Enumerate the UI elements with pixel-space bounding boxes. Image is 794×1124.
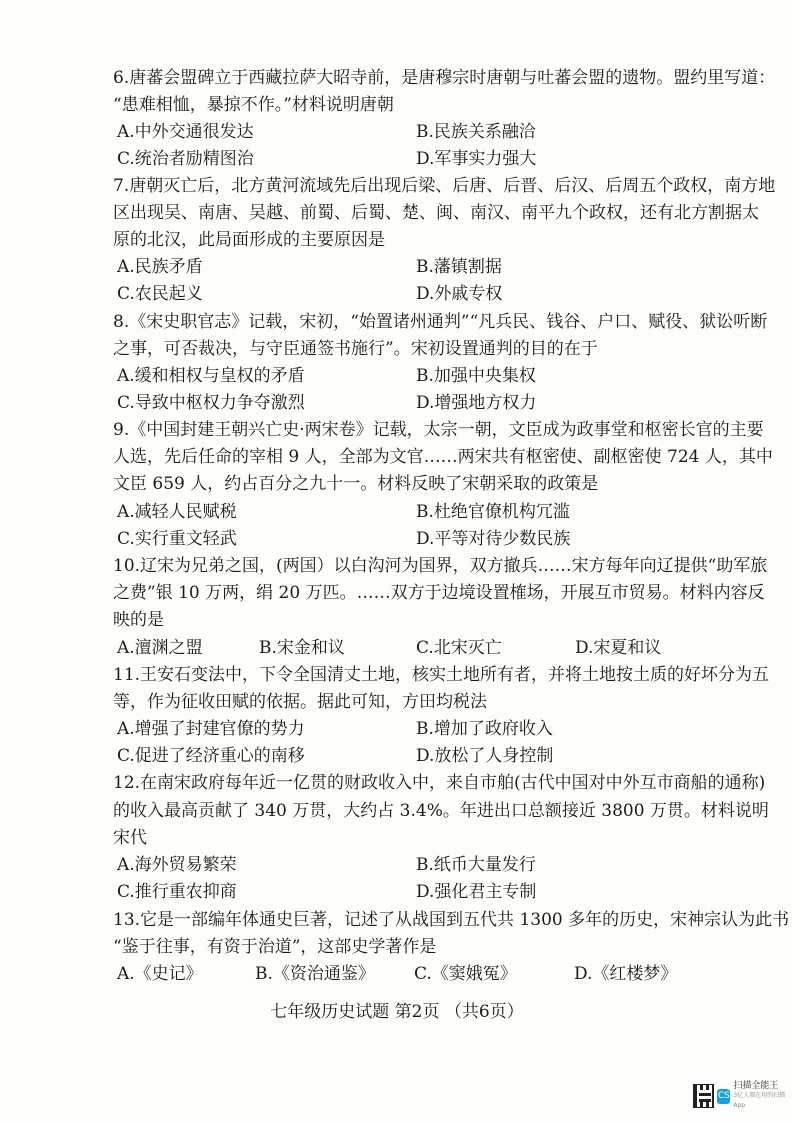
question-12-line-2: 的收入最高贡献了 340 万贯，大约占 3.4%。年进出口总额接近 3800 万贯。材料说明	[113, 801, 769, 821]
question-12-line-3: 宋代	[113, 828, 147, 848]
question-10-option-b: B.宋金和议	[259, 638, 345, 658]
question-12-option-a: A.海外贸易繁荣	[117, 855, 237, 875]
question-6-option-a: A.中外交通很发达	[117, 122, 254, 142]
question-12-option-d: D.强化君主专制	[416, 882, 537, 902]
question-11-option-a: A.增强了封建官僚的势力	[117, 719, 305, 739]
question-9-line-1: 9.《中国封建王朝兴亡史·两宋卷》记载，太宗一朝，文臣成为政事堂和枢密长官的主要	[113, 420, 764, 440]
question-8-line-2: 之事，可否裁决，与守臣通签书施行”。宋初设置通判的目的在于	[113, 339, 598, 359]
question-7-option-a: A.民族矛盾	[117, 257, 203, 277]
qr-code-icon	[693, 1084, 714, 1108]
camscanner-logo-icon: CS	[717, 1089, 730, 1104]
question-10-line-2: 之费”银 10 万两，绢 20 万匹。……双方于边境设置榷场，开展互市贸易。材料内容反	[113, 583, 765, 603]
question-11-line-1: 11.王安石变法中，下令全国清丈土地，核实土地所有者，并将土地按土质的好坏分为五	[113, 665, 770, 685]
question-9-option-a: A.减轻人民赋税	[117, 502, 237, 522]
watermark-text	[733, 1081, 789, 1111]
question-6-line-1: 6.唐蕃会盟碑立于西藏拉萨大昭寺前，是唐穆宗时唐朝与吐蕃会盟的遗物。盟约里写道：	[113, 68, 776, 88]
question-10-line-1: 10.辽宋为兄弟之国，(两国）以白沟河为国界，双方撤兵……宋方每年向辽提供“助军旅	[113, 556, 768, 576]
question-7-option-d: D.外戚专权	[416, 284, 503, 304]
question-9-line-3: 文臣 659 人，约占百分之九十一。材料反映了宋朝采取的政策是	[113, 474, 599, 494]
question-11-option-b: B.增加了政府收入	[416, 719, 553, 739]
question-9-option-c: C.实行重文轻武	[117, 529, 237, 549]
question-13-option-c: C.《窦娥冤》	[414, 964, 517, 984]
question-7-line-2: 区出现吴、南唐、吴越、前蜀、后蜀、楚、闽、南汉、南平九个政权，还有北方割据太	[113, 203, 759, 223]
question-11-line-2: 等，作为征收田赋的依据。据此可知，方田均税法	[113, 692, 487, 712]
question-6-option-b: B.民族关系融洽	[416, 122, 536, 142]
question-13-option-a: A.《史记》	[117, 964, 203, 984]
question-12-option-b: B.纸币大量发行	[416, 855, 536, 875]
question-7-option-c: C.农民起义	[117, 284, 203, 304]
question-9-line-2: 人选，先后任命的宰相 9 人，全部为文官……两宋共有枢密使、副枢密使 724 人，其中	[113, 447, 773, 467]
question-13-line-1: 13.它是一部编年体通史巨著，记述了从战国到五代共 1300 多年的历史，宋神宗认为此书	[113, 910, 790, 930]
question-9-option-d: D.平等对待少数民族	[416, 529, 571, 549]
question-8-option-a: A.缓和相权与皇权的矛盾	[117, 366, 305, 386]
question-11-option-d: D.放松了人身控制	[416, 746, 554, 766]
question-10-option-d: D.宋夏和议	[575, 638, 662, 658]
watermark-subtitle: 3亿人都在用的扫描App	[733, 1092, 786, 1109]
question-12-option-c: C.推行重农抑商	[117, 882, 237, 902]
question-12-line-1: 12.在南宋政府每年近一亿贯的财政收入中，来自市舶(古代中国对中外互市商船的通称)	[113, 773, 766, 793]
question-10-option-c: C.北宋灭亡	[416, 638, 502, 658]
question-13-option-d: D.《红楼梦》	[574, 964, 678, 984]
question-8-option-b: B.加强中央集权	[416, 366, 536, 386]
question-11-option-c: C.促进了经济重心的南移	[117, 746, 305, 766]
question-7-line-1: 7.唐朝灭亡后，北方黄河流域先后出现后梁、后唐、后晋、后汉、后周五个政权，南方地	[113, 176, 776, 196]
question-8-line-1: 8.《宋史职官志》记载，宋初，“始置诸州通判”“凡兵民、钱谷、户口、赋役、狱讼听断	[113, 312, 768, 332]
question-10-option-a: A.澶渊之盟	[117, 638, 203, 658]
scanner-watermark	[693, 1083, 789, 1109]
question-8-option-d: D.增强地方权力	[416, 393, 537, 413]
question-7-option-b: B.藩镇割据	[416, 257, 502, 277]
watermark-name: 扫描全能王	[733, 1081, 779, 1091]
question-6-line-2: “患难相恤，暴掠不作。”材料说明唐朝	[113, 95, 394, 115]
question-10-line-3: 映的是	[113, 610, 164, 630]
page-footer: 七年级历史试题 第2页 （共6页）	[270, 1002, 524, 1022]
question-8-option-c: C.导致中枢权力争夺激烈	[117, 393, 305, 413]
question-13-option-b: B.《资治通鉴》	[255, 964, 375, 984]
question-7-line-3: 原的北汉，此局面形成的主要原因是	[113, 230, 385, 250]
question-6-option-d: D.军事实力强大	[416, 149, 537, 169]
question-6-option-c: C.统治者励精图治	[117, 149, 254, 169]
question-9-option-b: B.杜绝官僚机构冗滥	[416, 502, 570, 522]
question-13-line-2: “鉴于往事，有资于治道”，这部史学著作是	[113, 937, 437, 957]
